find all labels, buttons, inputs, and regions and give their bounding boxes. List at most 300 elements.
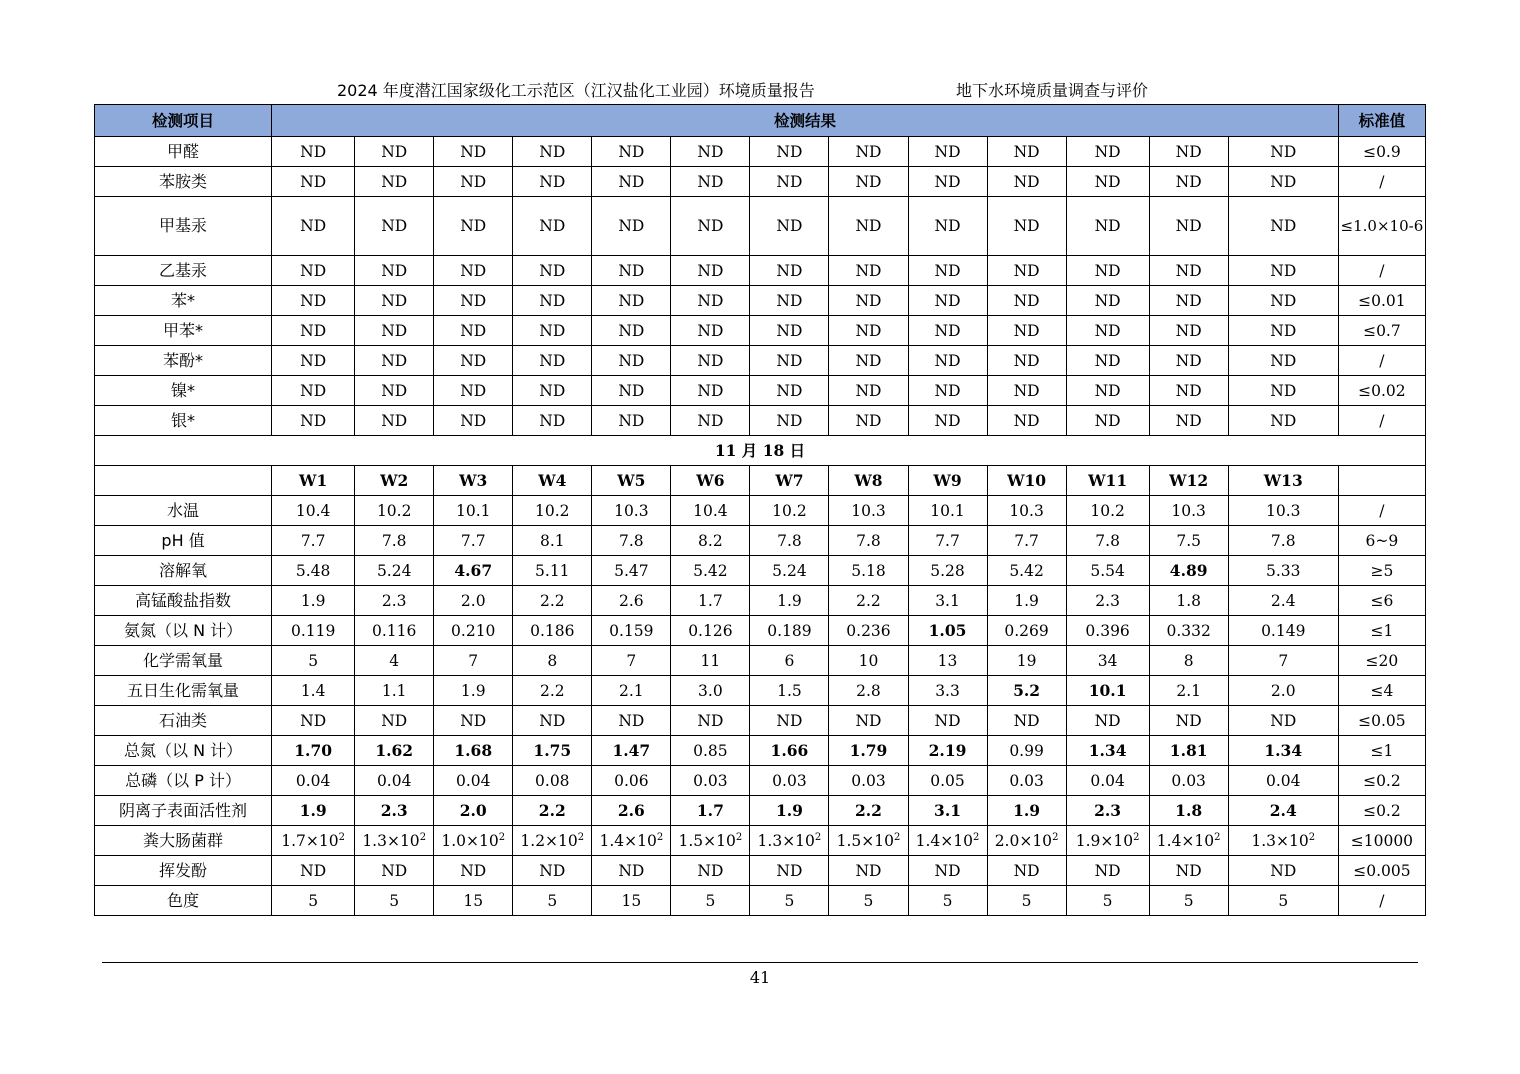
result-cell: ND [513, 406, 592, 436]
result-cell: 0.03 [829, 766, 908, 796]
result-cell: ND [1066, 706, 1149, 736]
result-value: 1.5×10 [678, 831, 736, 850]
exponent: 2 [1052, 831, 1059, 843]
header-standard: 标准值 [1338, 105, 1425, 137]
result-cell: ND [908, 316, 987, 346]
result-cell: ND [513, 256, 592, 286]
result-cell: 10.1 [1066, 676, 1149, 706]
result-cell: ND [1149, 346, 1228, 376]
table-row [95, 736, 1426, 766]
result-cell: ND [671, 137, 750, 167]
result-cell: ND [272, 167, 355, 197]
result-cell: 5 [671, 886, 750, 916]
result-cell: ND [829, 167, 908, 197]
result-value: 1.4×10 [915, 831, 974, 850]
result-cell: 2.19 [908, 736, 987, 766]
result-cell: 2.2 [513, 676, 592, 706]
result-cell: 5 [355, 886, 434, 916]
exponent: 2 [338, 831, 346, 843]
result-cell: ND [1066, 137, 1149, 167]
standard-cell: / [1338, 496, 1425, 526]
item-name: pH 值 [95, 526, 272, 556]
result-cell: 1.34 [1228, 736, 1338, 766]
result-cell: 1.9 [987, 796, 1066, 826]
result-cell: ND [1228, 346, 1338, 376]
result-cell: ND [272, 706, 355, 736]
result-cell: ND [908, 376, 987, 406]
result-cell: ND [908, 167, 987, 197]
result-cell: ND [513, 137, 592, 167]
result-cell: 7.7 [987, 526, 1066, 556]
result-cell: 10.4 [272, 496, 355, 526]
result-cell: ND [592, 256, 671, 286]
result-cell [671, 826, 750, 856]
standard-cell: / [1338, 406, 1425, 436]
result-cell: ND [434, 167, 513, 197]
result-cell: 5.54 [1066, 556, 1149, 586]
result-cell: ND [750, 346, 829, 376]
result-cell: ND [1149, 406, 1228, 436]
result-cell: 34 [1066, 646, 1149, 676]
well-id: W11 [1066, 466, 1149, 496]
result-cell: 1.79 [829, 736, 908, 766]
result-cell: ND [1228, 376, 1338, 406]
result-cell: 2.0 [434, 586, 513, 616]
result-cell [829, 826, 908, 856]
result-cell: ND [1228, 197, 1338, 256]
result-cell: 2.1 [1149, 676, 1228, 706]
result-cell: ND [513, 856, 592, 886]
table-row [95, 616, 1426, 646]
result-cell: ND [513, 316, 592, 346]
result-cell: 6 [750, 646, 829, 676]
result-cell: 2.3 [355, 796, 434, 826]
result-cell: 0.03 [1149, 766, 1228, 796]
item-name: 总氮（以 N 计） [95, 736, 272, 766]
result-cell: ND [829, 286, 908, 316]
result-cell: 5.2 [987, 676, 1066, 706]
result-cell: 2.2 [829, 796, 908, 826]
result-cell: 5 [1066, 886, 1149, 916]
result-cell: 0.04 [272, 766, 355, 796]
result-cell: ND [1149, 316, 1228, 346]
table-header-row [95, 105, 1426, 137]
result-cell: ND [434, 856, 513, 886]
header-result: 检测结果 [272, 105, 1339, 137]
table-row [95, 496, 1426, 526]
result-value: 1.9×10 [1075, 831, 1134, 850]
item-name: 银* [95, 406, 272, 436]
result-cell: ND [1228, 167, 1338, 197]
standard-cell: ≤1 [1338, 616, 1425, 646]
table-row [95, 137, 1426, 167]
result-cell [513, 826, 592, 856]
result-cell: 3.0 [671, 676, 750, 706]
result-cell: ND [1066, 167, 1149, 197]
result-cell: ND [592, 346, 671, 376]
result-cell: ND [1066, 856, 1149, 886]
result-cell [908, 826, 987, 856]
well-id: W8 [829, 466, 908, 496]
table-row [95, 826, 1426, 856]
result-cell: 10.2 [513, 496, 592, 526]
result-cell: 1.05 [908, 616, 987, 646]
standard-cell: ≤0.005 [1338, 856, 1425, 886]
result-cell: ND [671, 376, 750, 406]
result-cell: ND [355, 706, 434, 736]
result-cell: 10.4 [671, 496, 750, 526]
result-cell: 10.2 [355, 496, 434, 526]
result-cell: 5 [750, 886, 829, 916]
result-cell: ND [434, 197, 513, 256]
result-value: 1.3×10 [362, 831, 420, 850]
result-cell: ND [671, 167, 750, 197]
standard-cell: ≥5 [1338, 556, 1425, 586]
result-cell: 10.3 [592, 496, 671, 526]
standard-cell: / [1338, 346, 1425, 376]
result-cell: ND [592, 856, 671, 886]
item-name: 高锰酸盐指数 [95, 586, 272, 616]
item-name: 溶解氧 [95, 556, 272, 586]
result-cell: 2.0 [1228, 676, 1338, 706]
result-cell: ND [434, 406, 513, 436]
sampling-date: 11 月 18 日 [95, 436, 1426, 466]
result-cell: ND [829, 316, 908, 346]
result-cell: ND [750, 167, 829, 197]
standard-cell: ≤10000 [1338, 826, 1425, 856]
result-cell: ND [908, 197, 987, 256]
result-cell: 5 [513, 886, 592, 916]
result-cell: 1.8 [1149, 796, 1228, 826]
result-cell: 1.9 [987, 586, 1066, 616]
result-cell: 10.3 [1228, 496, 1338, 526]
result-cell: ND [592, 167, 671, 197]
result-cell: ND [829, 856, 908, 886]
result-cell: 0.126 [671, 616, 750, 646]
result-cell: ND [750, 406, 829, 436]
result-cell: 1.34 [1066, 736, 1149, 766]
table-row [95, 856, 1426, 886]
result-cell: ND [908, 256, 987, 286]
result-cell: ND [1149, 706, 1228, 736]
result-cell: ND [355, 376, 434, 406]
result-cell: 5.42 [671, 556, 750, 586]
standard-cell: ≤0.2 [1338, 766, 1425, 796]
result-cell: ND [908, 286, 987, 316]
item-name: 挥发酚 [95, 856, 272, 886]
result-cell: ND [1149, 167, 1228, 197]
table-row [95, 886, 1426, 916]
report-title: 2024 年度潜江国家级化工示范区（江汉盐化工业园）环境质量报告 [337, 81, 815, 100]
result-cell: ND [434, 706, 513, 736]
result-cell: ND [987, 406, 1066, 436]
groundwater-quality-table [94, 104, 1426, 916]
standard-cell: ≤0.7 [1338, 316, 1425, 346]
result-cell: ND [987, 706, 1066, 736]
standard-cell: / [1338, 167, 1425, 197]
result-cell: 2.3 [355, 586, 434, 616]
result-cell: 0.210 [434, 616, 513, 646]
table-row [95, 256, 1426, 286]
result-value: 1.7×10 [281, 831, 339, 850]
result-cell: ND [987, 256, 1066, 286]
result-cell: 5 [1228, 886, 1338, 916]
result-value: 1.4×10 [599, 831, 657, 850]
well-id: W1 [272, 466, 355, 496]
item-name: 五日生化需氧量 [95, 676, 272, 706]
exponent: 2 [577, 831, 585, 843]
result-cell: ND [272, 856, 355, 886]
result-cell: 5.24 [355, 556, 434, 586]
standard-cell: ≤1.0×10-6 [1338, 197, 1425, 256]
result-cell: ND [272, 137, 355, 167]
result-cell: ND [750, 316, 829, 346]
table-row [95, 706, 1426, 736]
result-cell: 10.3 [1149, 496, 1228, 526]
result-cell: 8 [513, 646, 592, 676]
well-id: W12 [1149, 466, 1228, 496]
result-cell: ND [987, 286, 1066, 316]
result-cell: 7.5 [1149, 526, 1228, 556]
standard-cell: ≤0.05 [1338, 706, 1425, 736]
result-cell: ND [434, 286, 513, 316]
result-cell: ND [355, 316, 434, 346]
well-id: W7 [750, 466, 829, 496]
result-cell: ND [592, 406, 671, 436]
result-cell: 8 [1149, 646, 1228, 676]
result-cell: ND [272, 197, 355, 256]
result-cell: ND [1228, 256, 1338, 286]
footer-divider [102, 962, 1418, 963]
result-cell: ND [908, 856, 987, 886]
item-name: 水温 [95, 496, 272, 526]
result-cell: ND [513, 197, 592, 256]
table-row [95, 796, 1426, 826]
result-cell: ND [987, 316, 1066, 346]
result-cell: ND [987, 346, 1066, 376]
result-cell: 0.149 [1228, 616, 1338, 646]
result-cell: 5.24 [750, 556, 829, 586]
result-cell: 2.4 [1228, 796, 1338, 826]
result-cell: 19 [987, 646, 1066, 676]
standard-cell: / [1338, 886, 1425, 916]
well-id: W4 [513, 466, 592, 496]
item-name: 氨氮（以 N 计） [95, 616, 272, 646]
result-cell: 7.8 [829, 526, 908, 556]
result-cell: 0.396 [1066, 616, 1149, 646]
result-cell: 0.04 [1228, 766, 1338, 796]
exponent: 2 [1308, 831, 1316, 843]
result-cell: 0.332 [1149, 616, 1228, 646]
result-cell [434, 826, 513, 856]
result-cell: 5.18 [829, 556, 908, 586]
item-name: 甲醛 [95, 137, 272, 167]
result-cell: ND [434, 256, 513, 286]
result-cell: ND [1066, 197, 1149, 256]
result-cell: 7.8 [355, 526, 434, 556]
result-cell: ND [434, 346, 513, 376]
table-row [95, 316, 1426, 346]
result-cell [1066, 826, 1149, 856]
top-rows [95, 137, 1426, 436]
well-id-row [95, 466, 1426, 496]
result-cell: ND [671, 856, 750, 886]
result-cell: ND [829, 706, 908, 736]
section-title: 地下水环境质量调查与评价 [956, 81, 1149, 100]
result-cell: 0.236 [829, 616, 908, 646]
exponent: 2 [735, 831, 743, 843]
table-row [95, 766, 1426, 796]
result-cell: ND [1228, 406, 1338, 436]
result-cell: 5.11 [513, 556, 592, 586]
result-cell: ND [671, 706, 750, 736]
result-cell: ND [829, 376, 908, 406]
result-cell: 5.33 [1228, 556, 1338, 586]
result-cell: 2.6 [592, 796, 671, 826]
item-name: 石油类 [95, 706, 272, 736]
result-cell: ND [1066, 376, 1149, 406]
result-cell: ND [355, 286, 434, 316]
result-cell: 5.48 [272, 556, 355, 586]
result-cell: 0.03 [750, 766, 829, 796]
result-cell: 1.1 [355, 676, 434, 706]
result-cell: ND [987, 856, 1066, 886]
result-cell: 2.3 [1066, 586, 1149, 616]
item-name: 苯* [95, 286, 272, 316]
result-cell: ND [272, 316, 355, 346]
result-cell: ND [592, 706, 671, 736]
result-cell: ND [1066, 316, 1149, 346]
result-cell: 0.119 [272, 616, 355, 646]
result-cell: ND [1066, 256, 1149, 286]
result-cell: 0.189 [750, 616, 829, 646]
result-cell: 3.1 [908, 586, 987, 616]
result-cell: 2.6 [592, 586, 671, 616]
result-cell: 8.2 [671, 526, 750, 556]
result-cell: 1.9 [750, 796, 829, 826]
result-cell: 5 [272, 886, 355, 916]
result-cell: ND [592, 197, 671, 256]
result-cell: 1.81 [1149, 736, 1228, 766]
result-cell: ND [908, 406, 987, 436]
result-cell: ND [513, 286, 592, 316]
result-cell: 7 [1228, 646, 1338, 676]
result-cell: ND [750, 706, 829, 736]
result-cell: 5.28 [908, 556, 987, 586]
result-cell: ND [1149, 137, 1228, 167]
result-cell: 1.47 [592, 736, 671, 766]
standard-cell: ≤20 [1338, 646, 1425, 676]
result-cell: 1.9 [750, 586, 829, 616]
result-cell: 7.7 [272, 526, 355, 556]
result-cell: ND [272, 286, 355, 316]
standard-cell: ≤0.01 [1338, 286, 1425, 316]
result-cell: ND [1228, 316, 1338, 346]
result-cell: ND [671, 316, 750, 346]
well-id: W10 [987, 466, 1066, 496]
result-cell: 7.8 [592, 526, 671, 556]
table-row [95, 586, 1426, 616]
result-cell: ND [355, 856, 434, 886]
result-cell [592, 826, 671, 856]
result-cell: ND [750, 256, 829, 286]
result-cell: 0.269 [987, 616, 1066, 646]
result-cell: 15 [434, 886, 513, 916]
exponent: 2 [656, 831, 664, 843]
result-cell: ND [355, 346, 434, 376]
result-cell: ND [434, 376, 513, 406]
result-cell: ND [750, 137, 829, 167]
result-cell: ND [1149, 856, 1228, 886]
result-cell: 0.85 [671, 736, 750, 766]
result-cell: 1.9 [272, 796, 355, 826]
result-cell: 3.1 [908, 796, 987, 826]
result-cell: 13 [908, 646, 987, 676]
standard-cell: ≤4 [1338, 676, 1425, 706]
result-cell: 2.8 [829, 676, 908, 706]
result-cell: 0.186 [513, 616, 592, 646]
result-cell: 4.67 [434, 556, 513, 586]
result-cell: ND [671, 197, 750, 256]
result-cell: ND [987, 167, 1066, 197]
result-cell: 10 [829, 646, 908, 676]
result-cell: ND [355, 167, 434, 197]
result-cell: 8.1 [513, 526, 592, 556]
result-cell: ND [592, 137, 671, 167]
well-id: W13 [1228, 466, 1338, 496]
result-cell: ND [1228, 286, 1338, 316]
result-cell: 0.99 [987, 736, 1066, 766]
result-cell: ND [1066, 346, 1149, 376]
exponent: 2 [1133, 831, 1140, 843]
result-cell: 7 [434, 646, 513, 676]
table-row [95, 676, 1426, 706]
result-value: 1.3×10 [757, 831, 815, 850]
result-cell: 7 [592, 646, 671, 676]
result-cell: ND [671, 286, 750, 316]
item-name: 甲基汞 [95, 197, 272, 256]
result-cell: 5 [908, 886, 987, 916]
result-cell: ND [671, 256, 750, 286]
result-cell: 1.5 [750, 676, 829, 706]
item-name: 甲苯* [95, 316, 272, 346]
result-cell: 0.05 [908, 766, 987, 796]
result-cell: 15 [592, 886, 671, 916]
result-cell: ND [908, 346, 987, 376]
result-cell: 7.7 [908, 526, 987, 556]
item-name: 苯酚* [95, 346, 272, 376]
page-number: 41 [749, 968, 771, 987]
item-name: 苯胺类 [95, 167, 272, 197]
result-cell: ND [908, 706, 987, 736]
result-cell: 1.8 [1149, 586, 1228, 616]
result-value: 1.0×10 [441, 831, 499, 850]
result-cell: ND [592, 376, 671, 406]
standard-cell: ≤0.02 [1338, 376, 1425, 406]
result-cell: ND [513, 706, 592, 736]
item-name: 镍* [95, 376, 272, 406]
result-cell: 7.8 [750, 526, 829, 556]
table-row [95, 167, 1426, 197]
result-cell: 1.4 [272, 676, 355, 706]
result-cell: 7.8 [1066, 526, 1149, 556]
result-cell: 2.4 [1228, 586, 1338, 616]
result-cell: ND [513, 346, 592, 376]
result-cell: 5 [987, 886, 1066, 916]
table-row [95, 526, 1426, 556]
result-cell: 2.2 [829, 586, 908, 616]
result-cell: 1.68 [434, 736, 513, 766]
